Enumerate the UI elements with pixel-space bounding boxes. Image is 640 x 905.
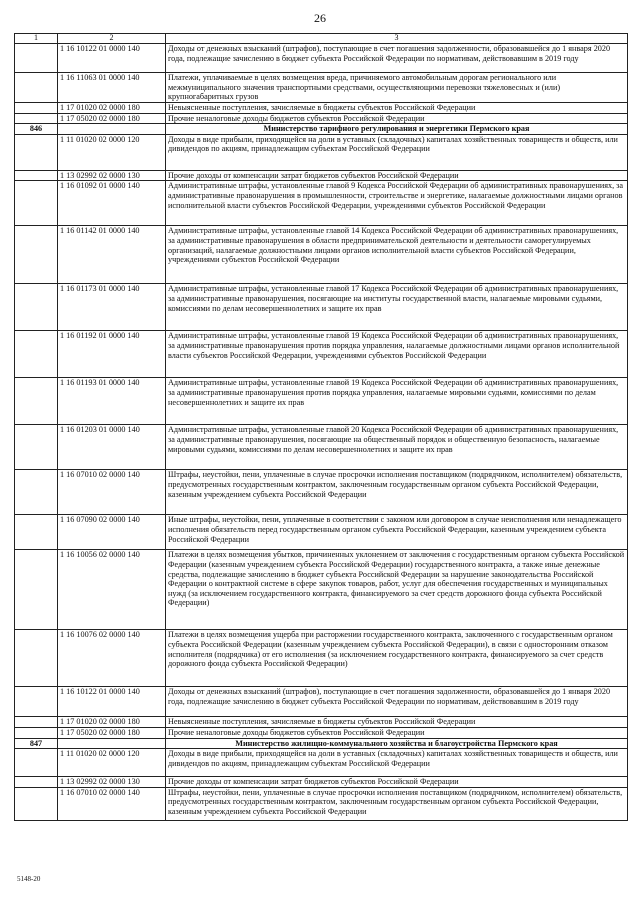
revenue-description-cell: Невыясненные поступления, зачисляемые в бюджеты субъектов Российской Федерации (166, 103, 628, 114)
revenue-code-cell: 1 16 01092 01 0000 140 (58, 181, 166, 226)
revenue-code-cell: 1 11 01020 02 0000 120 (58, 749, 166, 777)
column-number-3: 3 (166, 34, 628, 44)
administrator-code-cell (15, 727, 58, 738)
page-number: 26 (314, 11, 326, 25)
administrator-code-cell (15, 515, 58, 550)
administrator-code-cell (15, 378, 58, 425)
revenue-description-cell: Административные штрафы, установленные главой 19 Кодекса Российской Федерации об административных правонарушениях, за административные правонарушения против порядка управления, налагаемые должностными лицами органов исполнительной власти субъектов Российской Федерации, учреждениями субъектов Российской Федерации (166, 331, 628, 378)
revenue-description-cell: Невыясненные поступления, зачисляемые в бюджеты субъектов Российской Федерации (166, 717, 628, 728)
revenue-code-cell: 1 17 05020 02 0000 180 (58, 113, 166, 124)
revenue-codes-table (14, 33, 628, 821)
revenue-description-cell: Доходы в виде прибыли, приходящейся на доли в уставных (складочных) капиталах хозяйственных товариществ и обществ, или дивидендов по акциям, принадлежащим субъектам Российской Федерации (166, 134, 628, 170)
revenue-description-cell: Административные штрафы, установленные главой 19 Кодекса Российской Федерации об административных правонарушениях, за административные правонарушения против порядка управления, налагаемые мировыми судьями, комиссиями по делам несовершеннолетних и защите их прав (166, 378, 628, 425)
table-row (15, 777, 628, 788)
administrator-code-cell (15, 630, 58, 687)
revenue-code-cell: 1 16 10076 02 0000 140 (58, 630, 166, 687)
revenue-code-cell: 1 16 01193 01 0000 140 (58, 378, 166, 425)
administrator-code-cell (15, 44, 58, 73)
revenue-code-cell: 1 16 11063 01 0000 140 (58, 73, 166, 103)
administrator-name-cell: Министерство тарифного регулирования и энергетики Пермского края (166, 124, 628, 135)
administrator-row (15, 124, 628, 135)
revenue-description-cell: Прочие доходы от компенсации затрат бюджетов субъектов Российской Федерации (166, 170, 628, 181)
revenue-description-cell: Административные штрафы, установленные главой 17 Кодекса Российской Федерации об административных правонарушениях, за административные правонарушения, посягающие на институты государственной власти, налагаемые мировыми судьями, комиссиями по делам несовершеннолетних и защите их прав (166, 284, 628, 331)
revenue-code-cell: 1 16 07010 02 0000 140 (58, 470, 166, 515)
revenue-code-cell: 1 16 01192 01 0000 140 (58, 331, 166, 378)
administrator-code-cell (15, 777, 58, 788)
table-row (15, 113, 628, 124)
column-number-2: 2 (58, 34, 166, 44)
table-row (15, 331, 628, 378)
column-number-row (15, 34, 628, 44)
revenue-description-cell: Административные штрафы, установленные главой 20 Кодекса Российской Федерации об административных правонарушениях, за административные правонарушения, посягающие на общественный порядок и общественную безопасность, налагаемые мировыми судьями, комиссиями по делам несовершеннолетних и защите их прав (166, 425, 628, 470)
table-row (15, 284, 628, 331)
table-row (15, 378, 628, 425)
administrator-name-cell: Министерство жилищно-коммунального хозяйства и благоустройства Пермского края (166, 738, 628, 749)
table-row (15, 550, 628, 630)
administrator-code-cell (15, 73, 58, 103)
administrator-code-cell (15, 717, 58, 728)
revenue-code-cell: 1 17 05020 02 0000 180 (58, 727, 166, 738)
administrator-code-cell (15, 113, 58, 124)
revenue-code-cell: 1 11 01020 02 0000 120 (58, 134, 166, 170)
revenue-description-cell: Административные штрафы, установленные главой 9 Кодекса Российской Федерации об административных правонарушениях, за административные правонарушения в промышленности, строительстве и энергетике, налагаемые должностными лицами органов исполнительной власти субъектов Российской Федерации, учреждениями субъектов Российской Федерации (166, 181, 628, 226)
table-row (15, 630, 628, 687)
document-code: 5148-20 (17, 875, 41, 883)
revenue-code-cell: 1 16 10122 01 0000 140 (58, 687, 166, 717)
revenue-description-cell: Административные штрафы, установленные главой 14 Кодекса Российской Федерации об административных правонарушениях, за административные правонарушения в области предпринимательской деятельности и деятельности саморегулируемых организаций, налагаемые должностными лицами органов исполнительной власти субъектов Российской Федерации, учреждениями субъектов Российской Федерации (166, 226, 628, 284)
table-row (15, 226, 628, 284)
table-row (15, 134, 628, 170)
column-number-1: 1 (15, 34, 58, 44)
table-row (15, 787, 628, 820)
revenue-description-cell: Штрафы, неустойки, пени, уплаченные в случае просрочки исполнения поставщиком (подрядчиком, исполнителем) обязательств, предусмотренных государственным контрактом, заключенным государственным органом субъекта Российской Федерации, казенным учреждением субъекта Российской Федерации (166, 787, 628, 820)
revenue-description-cell: Иные штрафы, неустойки, пени, уплаченные в соответствии с законом или договором в случае неисполнения или ненадлежащего исполнения обязательств перед государственным органом субъекта Российской Федерации, казенным учреждением субъекта Российской Федерации (166, 515, 628, 550)
revenue-code-cell: 1 16 01203 01 0000 140 (58, 425, 166, 470)
administrator-code-cell (15, 787, 58, 820)
administrator-code-cell (15, 181, 58, 226)
table-row (15, 103, 628, 114)
table-row (15, 73, 628, 103)
table-row (15, 425, 628, 470)
administrator-code-cell: 847 (15, 738, 58, 749)
administrator-code-cell (15, 425, 58, 470)
table-row (15, 717, 628, 728)
revenue-code-cell (58, 738, 166, 749)
administrator-code-cell (15, 749, 58, 777)
revenue-code-cell (58, 124, 166, 135)
administrator-row (15, 738, 628, 749)
revenue-code-cell: 1 16 01173 01 0000 140 (58, 284, 166, 331)
revenue-code-cell: 1 16 07010 02 0000 140 (58, 787, 166, 820)
table-row (15, 687, 628, 717)
revenue-description-cell: Платежи в целях возмещения убытков, причиненных уклонением от заключения с государственным органом субъекта Российской Федерации (казенным учреждением субъекта Российской Федерации) государственного контракта, а также иные денежные средства, подлежащие зачислению в бюджет субъекта Российской Федерации за нарушение законодательства Российской Федерации о контрактной системе в сфере закупок товаров, работ, услуг для обеспечения государственных и муниципальных нужд (за исключением государственного контракта, финансируемого за счет средств дорожного фонда субъекта Российской Федерации) (166, 550, 628, 630)
administrator-code-cell (15, 284, 58, 331)
table-row (15, 470, 628, 515)
table-row (15, 749, 628, 777)
administrator-code-cell (15, 470, 58, 515)
revenue-description-cell: Прочие доходы от компенсации затрат бюджетов субъектов Российской Федерации (166, 777, 628, 788)
revenue-description-cell: Прочие неналоговые доходы бюджетов субъектов Российской Федерации (166, 113, 628, 124)
administrator-code-cell: 846 (15, 124, 58, 135)
revenue-description-cell: Штрафы, неустойки, пени, уплаченные в случае просрочки исполнения поставщиком (подрядчиком, исполнителем) обязательств, предусмотренных государственным контрактом, заключенным государственным органом субъекта Российской Федерации, казенным учреждением субъекта Российской Федерации (166, 470, 628, 515)
revenue-description-cell: Доходы от денежных взысканий (штрафов), поступающие в счет погашения задолженности, образовавшейся до 1 января 2020 года, подлежащие зачислению в бюджет субъекта Российской Федерации по нормативам, действовавшим в 2019 году (166, 44, 628, 73)
table-row (15, 181, 628, 226)
administrator-code-cell (15, 687, 58, 717)
revenue-code-cell: 1 16 10056 02 0000 140 (58, 550, 166, 630)
administrator-code-cell (15, 331, 58, 378)
revenue-code-cell: 1 17 01020 02 0000 180 (58, 717, 166, 728)
revenue-description-cell: Платежи в целях возмещения ущерба при расторжении государственного контракта, заключенного с государственным органом субъекта Российской Федерации (казенным учреждением субъекта Российской Федерации), в связи с односторонним отказом исполнителя (подрядчика) от его исполнения (за исключением государственного контракта, финансируемого за счет средств дорожного фонда субъекта Российской Федерации) (166, 630, 628, 687)
revenue-code-cell: 1 13 02992 02 0000 130 (58, 170, 166, 181)
administrator-code-cell (15, 103, 58, 114)
revenue-code-cell: 1 16 10122 01 0000 140 (58, 44, 166, 73)
revenue-description-cell: Платежи, уплачиваемые в целях возмещения вреда, причиняемого автомобильным дорогам регионального или межмуниципального значения транспортными средствами, осуществляющими перевозки тяжеловесных и (или) крупногабаритных грузов (166, 73, 628, 103)
table-row (15, 727, 628, 738)
administrator-code-cell (15, 226, 58, 284)
revenue-description-cell: Доходы в виде прибыли, приходящейся на доли в уставных (складочных) капиталах хозяйственных товариществ и обществ, или дивидендов по акциям, принадлежащим субъектам Российской Федерации (166, 749, 628, 777)
table-row (15, 515, 628, 550)
table-row (15, 44, 628, 73)
revenue-description-cell: Прочие неналоговые доходы бюджетов субъектов Российской Федерации (166, 727, 628, 738)
administrator-code-cell (15, 170, 58, 181)
revenue-description-cell: Доходы от денежных взысканий (штрафов), поступающие в счет погашения задолженности, образовавшейся до 1 января 2020 года, подлежащие зачислению в бюджет субъекта Российской Федерации по нормативам, действовавшим в 2019 году (166, 687, 628, 717)
administrator-code-cell (15, 134, 58, 170)
revenue-code-cell: 1 17 01020 02 0000 180 (58, 103, 166, 114)
table-row (15, 170, 628, 181)
revenue-code-cell: 1 13 02992 02 0000 130 (58, 777, 166, 788)
administrator-code-cell (15, 550, 58, 630)
revenue-code-cell: 1 16 07090 02 0000 140 (58, 515, 166, 550)
revenue-code-cell: 1 16 01142 01 0000 140 (58, 226, 166, 284)
table-body (15, 34, 628, 821)
